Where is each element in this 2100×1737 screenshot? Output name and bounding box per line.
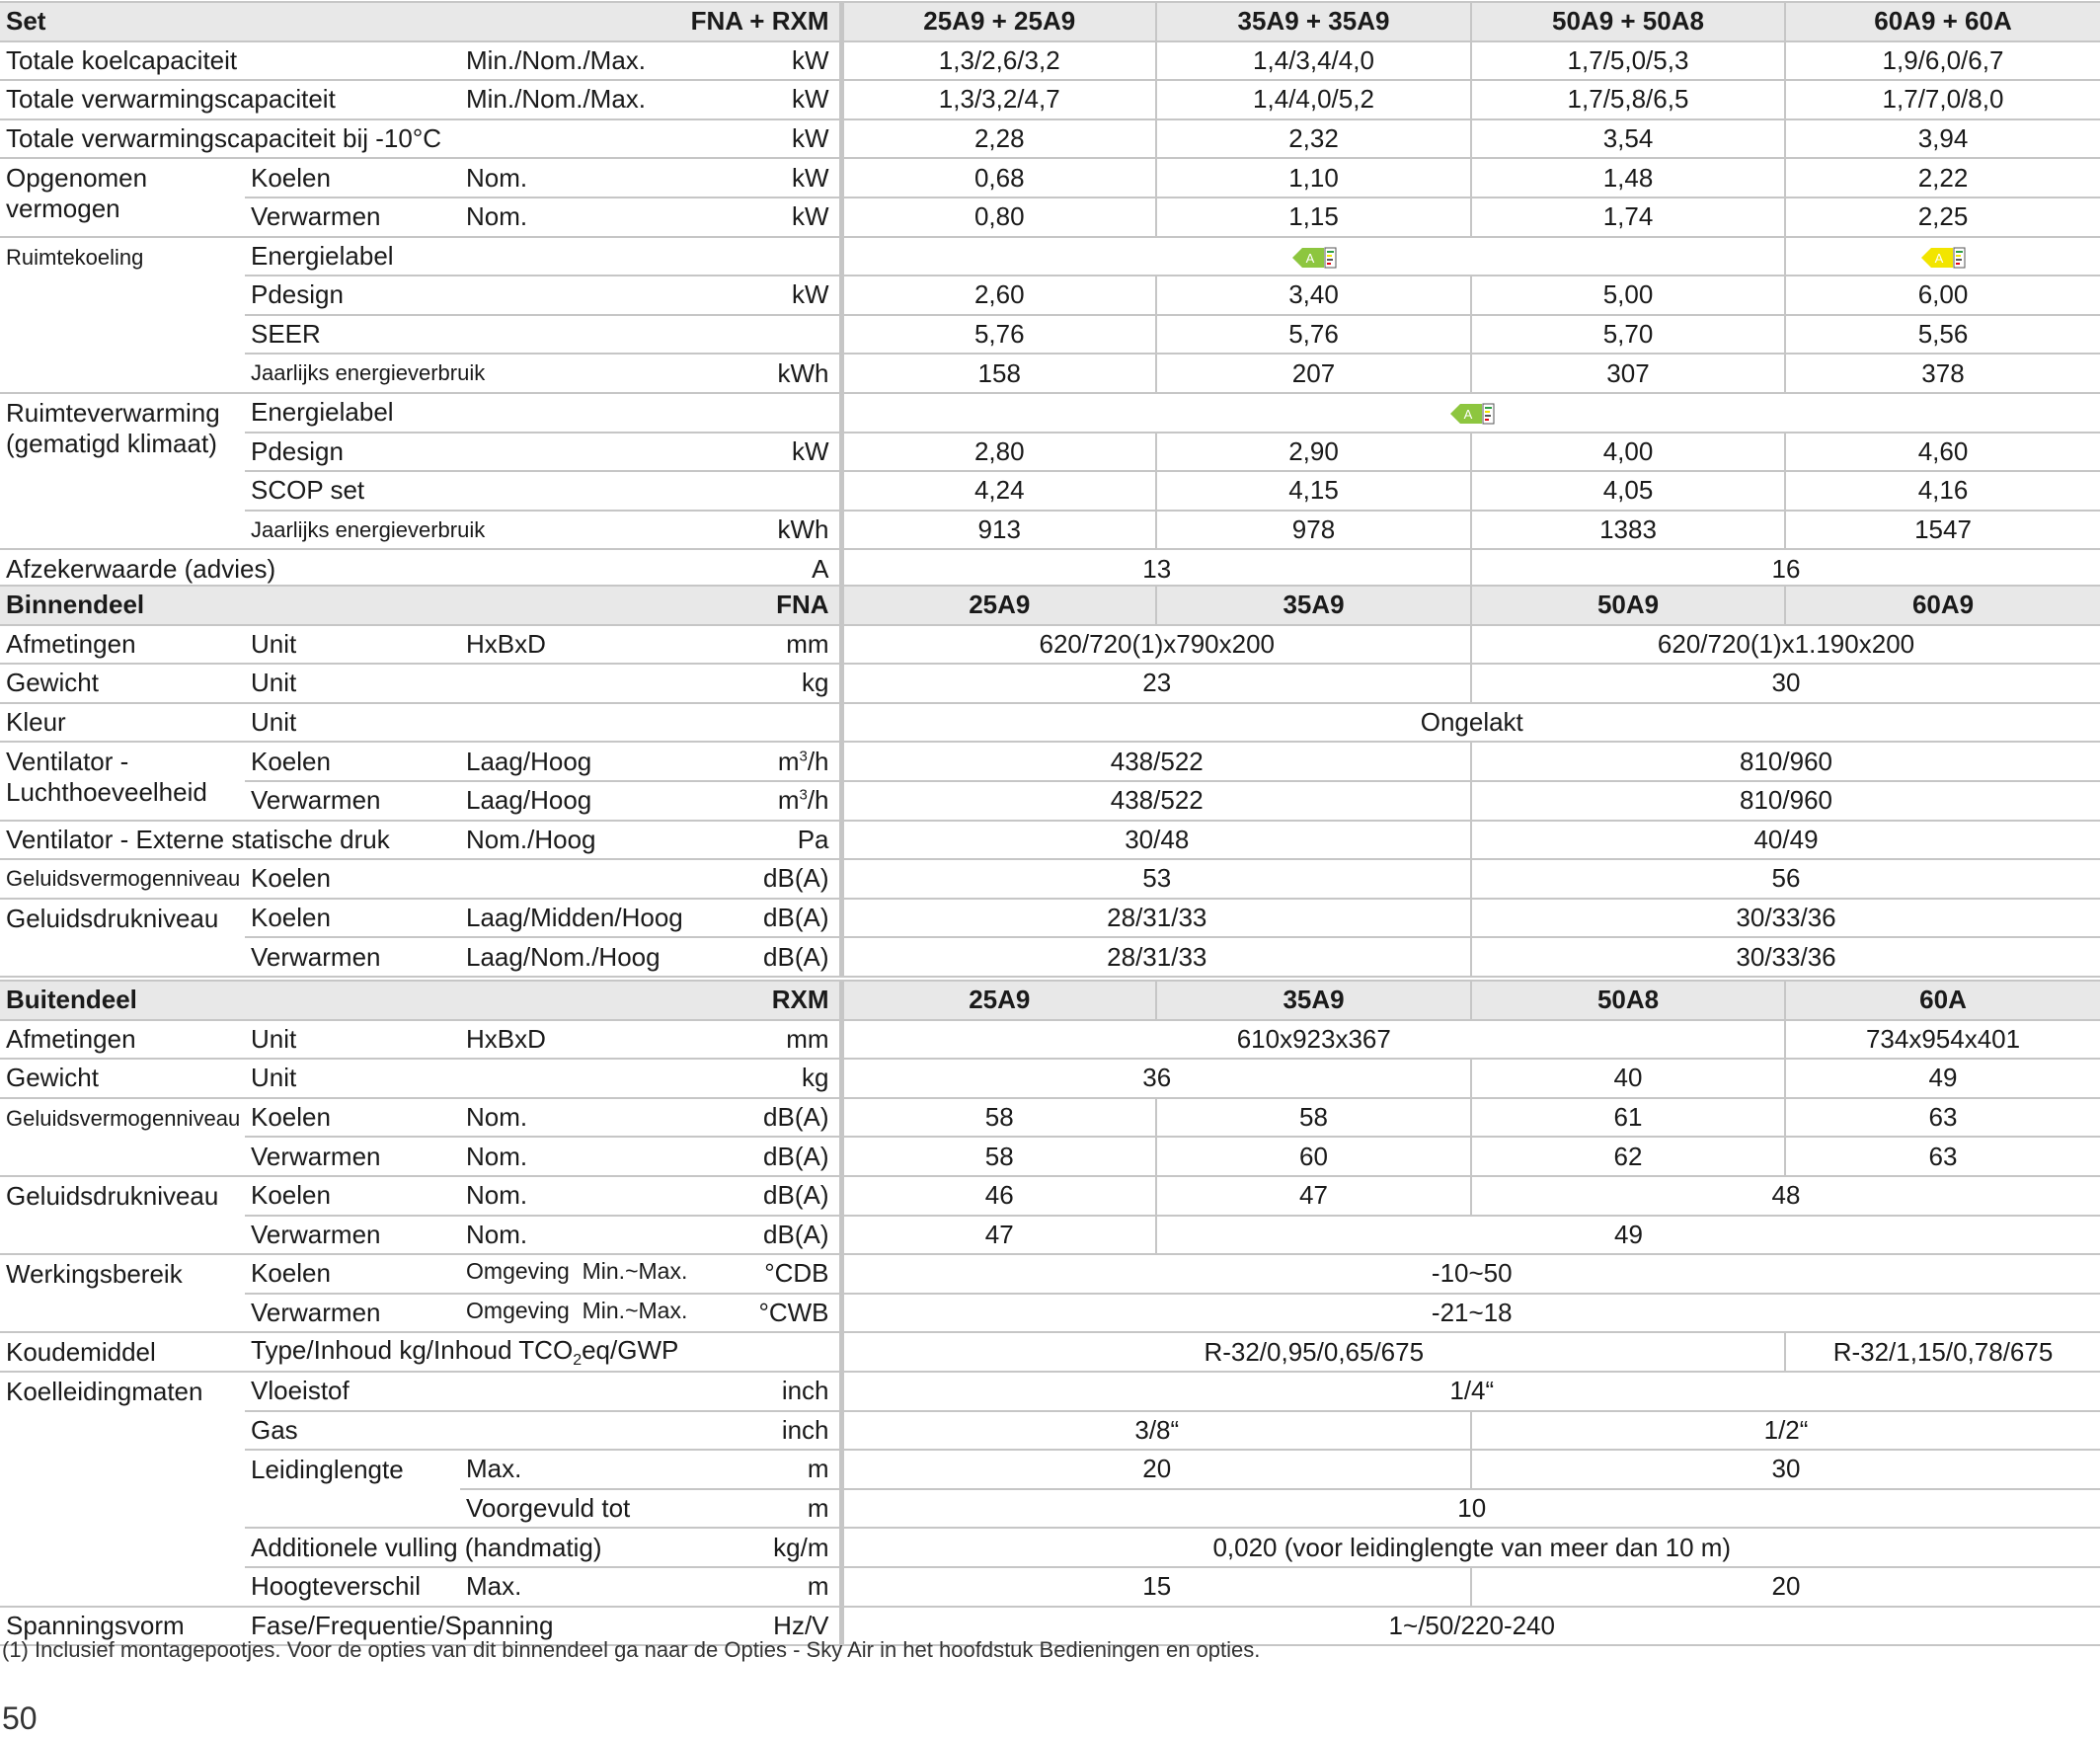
cell-value: 2,25 [1785,197,2100,237]
row-label: Kleur [0,703,245,743]
row-unit: kWh [460,511,841,550]
cell-value: 978 [1156,511,1471,550]
set-col-1: 25A9 + 25A9 [841,2,1156,41]
row-sublabel: Koelen [245,859,460,899]
row-qualifier-unit [460,1137,841,1176]
row-qualifier-unit [460,1216,841,1255]
row-sublabel: Hoogteverschil [245,1567,460,1607]
cell-value: 40/49 [1471,821,2100,860]
cell-value: 56 [1471,859,2100,899]
indoor-dims-row [0,625,2100,665]
row-sublabel: Koelen [245,1254,460,1294]
row-label: Totale verwarmingscapaciteit bij -10°C [0,119,460,159]
cell-value: 1~/50/220-240 [841,1607,2100,1646]
row-unit: kW [791,201,829,232]
indoor-esp-row [0,821,2100,860]
outdoor-piping-height-row [0,1567,2100,1607]
indoor-header-model: FNA [460,586,841,625]
cell-value: 1,74 [1471,197,1785,237]
energy-label-a-icon [1290,246,1338,270]
row-unit: kg [460,664,841,703]
indoor-swl-row [0,859,2100,899]
row-qualifier: Laag/Hoog [466,746,592,776]
energy-label-letter: A [1934,250,1944,266]
row-unit: dB(A) [763,1180,829,1211]
outdoor-header-row [0,981,2100,1020]
outdoor-header-model: RXM [460,981,841,1020]
cell-value: 63 [1785,1137,2100,1176]
cell-value: 40 [1471,1059,1785,1098]
row-unit: m [807,1493,829,1524]
cooling-capacity-row [0,41,2100,81]
cell-value: 49 [1785,1059,2100,1098]
cell-value: 1,4/3,4/4,0 [1156,41,1471,81]
cell-value: 10 [841,1489,2100,1529]
row-unit: inch [460,1411,841,1451]
row-label: Afmetingen [0,625,245,665]
row-unit: °CDB [764,1258,829,1289]
row-qualifier: Nom. [466,1141,528,1171]
cell-value: 1,7/5,0/5,3 [1471,41,1785,81]
outdoor-weight-row [0,1059,2100,1098]
row-qualifier-unit [460,1450,841,1489]
cell-value: 0,80 [841,197,1156,237]
row-unit: inch [460,1372,841,1411]
set-table [0,1,2100,590]
cell-value: 3/8“ [841,1411,1471,1451]
row-unit: kW [791,84,829,115]
cell-value: 913 [841,511,1156,550]
row-label: Koudemiddel [0,1332,245,1372]
space-cooling-seer-row [0,315,2100,355]
row-label: Totale verwarmingscapaciteit [0,80,460,119]
row-unit: mm [786,1023,829,1054]
energy-label-cell [1785,237,2100,276]
cell-value: 30/48 [841,821,1471,860]
heating-capacity-m10-row [0,119,2100,159]
cell-value: 48 [1471,1176,2100,1216]
outdoor-piping-gas-row [0,1411,2100,1451]
row-qualifier-unit [460,197,841,237]
row-sublabel: Unit [245,664,460,703]
row-sublabel: Energielabel [245,237,841,276]
row-unit: °CWB [758,1298,829,1328]
energy-label-a-icon [1448,402,1496,426]
row-qualifier: Nom. [466,1102,528,1133]
row-qualifier: Voorgevuld tot [466,1493,631,1524]
cell-value: 47 [841,1216,1156,1255]
cell-value: 15 [841,1567,1471,1607]
cell-value: Ongelakt [841,703,2100,743]
page-number: 50 [2,1700,38,1736]
group-label: Opgenomen vermogen [0,158,245,236]
cell-value: 53 [841,859,1471,899]
group-label: Ruimteverwarming (gematigd klimaat) [0,393,245,549]
cell-value: 2,28 [841,119,1156,159]
row-qualifier: Laag/Nom./Hoog [466,941,661,972]
row-sublabel: Leidinglengte [245,1450,460,1528]
row-qualifier-unit [460,1176,841,1216]
cell-value: 46 [841,1176,1156,1216]
row-sublabel: Verwarmen [245,197,460,237]
row-qualifier: Max. [466,1571,522,1602]
cell-value: 1/2“ [1471,1411,2100,1451]
row-sublabel: Verwarmen [245,781,460,821]
row-sublabel: Verwarmen [245,1294,460,1333]
cell-value: 0,68 [841,158,1156,197]
outdoor-table [0,980,2100,1646]
row-sublabel: Koelen [245,742,460,781]
row-unit: $m^3/h$ [777,785,829,816]
cell-value: 1547 [1785,511,2100,550]
row-sublabel: Additionele vulling (handmatig) [251,1532,602,1562]
cell-value: 49 [1156,1216,2100,1255]
group-label: Geluidsvermogenniveau [0,1098,245,1176]
row-qualifier-unit [460,781,841,821]
row-label: Gewicht [0,664,245,703]
cell-value: 30 [1471,1450,2100,1489]
cell-value: 307 [1471,354,1785,393]
cell-value: 1,15 [1156,197,1471,237]
row-unit: $m^3/h$ [777,746,829,776]
cell-value: 5,56 [1785,315,2100,355]
cell-value: 1,4/4,0/5,2 [1156,80,1471,119]
group-label: Geluidsdrukniveau [0,1176,245,1254]
cell-value: 61 [1471,1098,1785,1138]
cell-value: 1383 [1471,511,1785,550]
row-sublabel: Unit [245,703,841,743]
space-heating-scop-row [0,471,2100,511]
row-label: Totale koelcapaciteit [0,41,460,81]
row-unit: Hz/V [773,1610,829,1640]
outdoor-piping-length-row [0,1450,2100,1489]
outdoor-refrigerant-row [0,1332,2100,1372]
cell-value: 734x954x401 [1785,1020,2100,1060]
row-sublabel: Unit [245,1059,460,1098]
row-qualifier-unit [245,1528,841,1567]
indoor-fan-heating-row [0,781,2100,821]
row-label: Ventilator - Externe statische druk [0,821,460,860]
power-input-cooling-row [0,158,2100,197]
row-qualifier-unit [460,937,841,977]
cell-value: 63 [1785,1098,2100,1138]
row-sublabel: Verwarmen [245,1137,460,1176]
row-qualifier-unit [460,80,841,119]
row-qualifier-unit [460,1294,841,1333]
cell-value: 60 [1156,1137,1471,1176]
cell-value: 2,90 [1156,433,1471,472]
set-col-4: 60A9 + 60A [1785,2,2100,41]
row-qualifier: Min.~Max. [582,1298,688,1324]
row-qualifier: Nom. [466,1219,528,1249]
cell-value: 0,020 (voor leidinglengte van meer dan 10 m) [841,1528,2100,1567]
cell-value: 23 [841,664,1471,703]
row-qualifier: Min./Nom./Max. [466,84,647,115]
space-heating-pdesign-row [0,433,2100,472]
row-qualifier: Nom./Hoog [466,824,596,854]
row-sublabel: Unit [245,625,460,665]
cell-value: 62 [1471,1137,1785,1176]
outdoor-col-4: 60A [1785,981,2100,1020]
set-col-2: 35A9 + 35A9 [1156,2,1471,41]
space-cooling-pdesign-row [0,276,2100,315]
space-heating-annual-row [0,511,2100,550]
row-qualifier-unit [460,899,841,938]
row-unit: kg/m [773,1532,829,1562]
fuse-row [0,549,2100,589]
cell-value: 28/31/33 [841,899,1471,938]
cell-value: 58 [841,1137,1156,1176]
cell-value: 1,48 [1471,158,1785,197]
row-sublabel: Jaarlijks energieverbruik [245,354,460,393]
cell-value: 438/522 [841,781,1471,821]
cell-value: 2,80 [841,433,1156,472]
row-label: Afmetingen [0,1020,245,1060]
cell-value: 4,15 [1156,471,1471,511]
cell-value: 438/522 [841,742,1471,781]
row-unit: kW [791,44,829,75]
cell-value: 5,76 [1156,315,1471,355]
group-label: Geluidsdrukniveau [0,899,245,977]
indoor-spl-heating-row [0,937,2100,977]
cell-value: 1/4“ [841,1372,2100,1411]
cell-value: 16 [1471,549,2100,589]
row-qualifier: Min./Nom./Max. [466,44,647,75]
indoor-col-4: 60A9 [1785,586,2100,625]
row-sublabel: Koelen [245,899,460,938]
set-header-row [0,2,2100,41]
indoor-spl-cooling-row [0,899,2100,938]
row-qualifier-unit [460,821,841,860]
indoor-weight-row [0,664,2100,703]
row-qualifier-unit [460,41,841,81]
row-qualifier-unit [460,1020,841,1060]
outdoor-swl-cooling-row [0,1098,2100,1138]
cell-value: 5,76 [841,315,1156,355]
cell-value: 610x923x367 [841,1020,1785,1060]
row-unit: m [807,1571,829,1602]
row-sublabel: Verwarmen [245,1216,460,1255]
power-input-heating-row [0,197,2100,237]
group-label: Koelleidingmaten [0,1372,245,1607]
cell-value: 4,16 [1785,471,2100,511]
row-qualifier: Max. [466,1454,522,1484]
outdoor-range-cooling-row [0,1254,2100,1294]
row-qualifier: Nom. [466,1180,528,1211]
row-unit: dB(A) [763,1102,829,1133]
space-cooling-annual-row [0,354,2100,393]
cell-value: 1,9/6,0/6,7 [1785,41,2100,81]
row-qualifier: Nom. [466,201,528,232]
row-unit: dB(A) [763,903,829,933]
indoor-table [0,585,2100,978]
row-sublabel: Jaarlijks energieverbruik [245,511,460,550]
cell-value: 1,7/7,0/8,0 [1785,80,2100,119]
cell-value: 5,70 [1471,315,1785,355]
outdoor-range-heating-row [0,1294,2100,1333]
space-cooling-label-row [0,237,2100,276]
cell-value: 36 [841,1059,1471,1098]
row-unit: Pa [797,824,829,854]
row-sublabel: Gas [245,1411,460,1451]
cell-value: 158 [841,354,1156,393]
outdoor-col-1: 25A9 [841,981,1156,1020]
cell-value: 4,24 [841,471,1156,511]
cell-value: 2,60 [841,276,1156,315]
indoor-colour-row [0,703,2100,743]
cell-value: 47 [1156,1176,1471,1216]
outdoor-piping-addcharge-row [0,1528,2100,1567]
cell-value: 810/960 [1471,742,2100,781]
row-qualifier-unit [460,1489,841,1529]
cell-value: 4,00 [1471,433,1785,472]
row-qualifier: Laag/Midden/Hoog [466,903,683,933]
row-qualifier: Omgeving [466,1298,570,1324]
row-qualifier: Nom. [466,162,528,193]
row-qualifier: Laag/Hoog [466,785,592,816]
row-unit: kW [460,276,841,315]
cell-value: 3,40 [1156,276,1471,315]
row-sublabel: Unit [245,1020,460,1060]
row-unit: dB(A) [460,859,841,899]
cell-value: 13 [841,549,1471,589]
energy-label-cell [841,237,1785,276]
cell-value: 4,05 [1471,471,1785,511]
row-sublabel: Fase/Frequentie/Spanning [251,1610,554,1640]
row-sublabel: Verwarmen [245,937,460,977]
indoor-col-3: 50A9 [1471,586,1785,625]
cell-value: 810/960 [1471,781,2100,821]
indoor-col-1: 25A9 [841,586,1156,625]
row-qualifier-unit [460,1098,841,1138]
outdoor-col-3: 50A8 [1471,981,1785,1020]
cell-value: 1,7/5,8/6,5 [1471,80,1785,119]
cell-value: 6,00 [1785,276,2100,315]
cell-value: 1,3/2,6/3,2 [841,41,1156,81]
row-unit: dB(A) [763,1219,829,1249]
row-qualifier: HxBxD [466,1023,546,1054]
cell-value: 2,32 [1156,119,1471,159]
row-qualifier-unit [460,625,841,665]
row-qualifier: Omgeving [466,1258,570,1285]
energy-label-a-icon [1919,246,1967,270]
row-qualifier-unit [460,1567,841,1607]
cell-value: 3,94 [1785,119,2100,159]
row-sublabel: Type/Inhoud kg/Inhoud $TCO_2eq$/GWP [245,1332,841,1372]
row-unit: dB(A) [763,941,829,972]
group-label: Ventilator - Luchthoeveelheid [0,742,245,820]
row-unit: kWh [460,354,841,393]
cell-value: 58 [841,1098,1156,1138]
row-sublabel: Koelen [245,158,460,197]
energy-label-letter: A [1305,250,1315,266]
cell-value: 4,60 [1785,433,2100,472]
set-header-title: Set [0,2,460,41]
row-unit: kg [460,1059,841,1098]
row-unit: A [460,549,841,589]
row-unit: kW [460,119,841,159]
row-unit: m [807,1454,829,1484]
cell-value: 3,54 [1471,119,1785,159]
energy-label-cell [841,393,2100,433]
row-sublabel: Pdesign [245,276,460,315]
cell-value: 207 [1156,354,1471,393]
cell-value: R-32/1,15/0,78/675 [1785,1332,2100,1372]
row-unit: dB(A) [763,1141,829,1171]
space-heating-label-row [0,393,2100,433]
row-unit: mm [786,628,829,659]
indoor-fan-cooling-row [0,742,2100,781]
group-label: Werkingsbereik [0,1254,245,1332]
outdoor-swl-heating-row [0,1137,2100,1176]
row-sublabel: SEER [245,315,841,355]
row-label: Geluidsvermogenniveau [0,859,245,899]
row-sublabel: Koelen [245,1176,460,1216]
set-header-model: FNA + RXM [460,2,841,41]
energy-label-letter: A [1463,407,1473,423]
set-col-3: 50A9 + 50A8 [1471,2,1785,41]
outdoor-dims-row [0,1020,2100,1060]
row-label: Gewicht [0,1059,245,1098]
row-unit: kW [791,162,829,193]
row-sublabel: Energielabel [245,393,841,433]
cell-value: 1,10 [1156,158,1471,197]
outdoor-spl-cooling-row [0,1176,2100,1216]
cell-value: 5,00 [1471,276,1785,315]
cell-value: 620/720(1)x1.190x200 [1471,625,2100,665]
cell-value: 30 [1471,664,2100,703]
row-qualifier-unit [460,158,841,197]
outdoor-col-2: 35A9 [1156,981,1471,1020]
row-sublabel: Koelen [245,1098,460,1138]
cell-value: 378 [1785,354,2100,393]
row-qualifier-unit [460,1254,841,1294]
indoor-header-row [0,586,2100,625]
cell-value: 20 [1471,1567,2100,1607]
cell-value: 620/720(1)x790x200 [841,625,1471,665]
indoor-col-2: 35A9 [1156,586,1471,625]
row-sublabel: SCOP set [245,471,841,511]
outdoor-piping-liquid-row [0,1372,2100,1411]
row-label: Afzekerwaarde (advies) [0,549,460,589]
group-label: Ruimtekoeling [0,237,245,393]
cell-value: 28/31/33 [841,937,1471,977]
cell-value: R-32/0,95/0,65/675 [841,1332,1785,1372]
cell-value: -21~18 [841,1294,2100,1333]
outdoor-header-title: Buitendeel [0,981,460,1020]
footnote: (1) Inclusief montagepootjes. Voor de opties van dit binnendeel ga naar de Opties - Sky Air in het hoofdstuk Bedieningen en opties. [2,1637,1261,1662]
row-label: Spanningsvorm [0,1607,245,1646]
cell-value: 30/33/36 [1471,899,2100,938]
outdoor-spl-heating-row [0,1216,2100,1255]
indoor-header-title: Binnendeel [0,586,460,625]
cell-value: 20 [841,1450,1471,1489]
cell-value: -10~50 [841,1254,2100,1294]
heating-capacity-row [0,80,2100,119]
cell-value: 30/33/36 [1471,937,2100,977]
cell-value: 2,22 [1785,158,2100,197]
cell-value: 58 [1156,1098,1471,1138]
row-qualifier: HxBxD [466,628,546,659]
cell-value: 1,3/3,2/4,7 [841,80,1156,119]
row-qualifier-unit [460,742,841,781]
row-sublabel: Pdesign [245,433,460,472]
row-qualifier: Min.~Max. [582,1258,688,1285]
row-sublabel: Vloeistof [245,1372,460,1411]
row-unit: kW [460,433,841,472]
